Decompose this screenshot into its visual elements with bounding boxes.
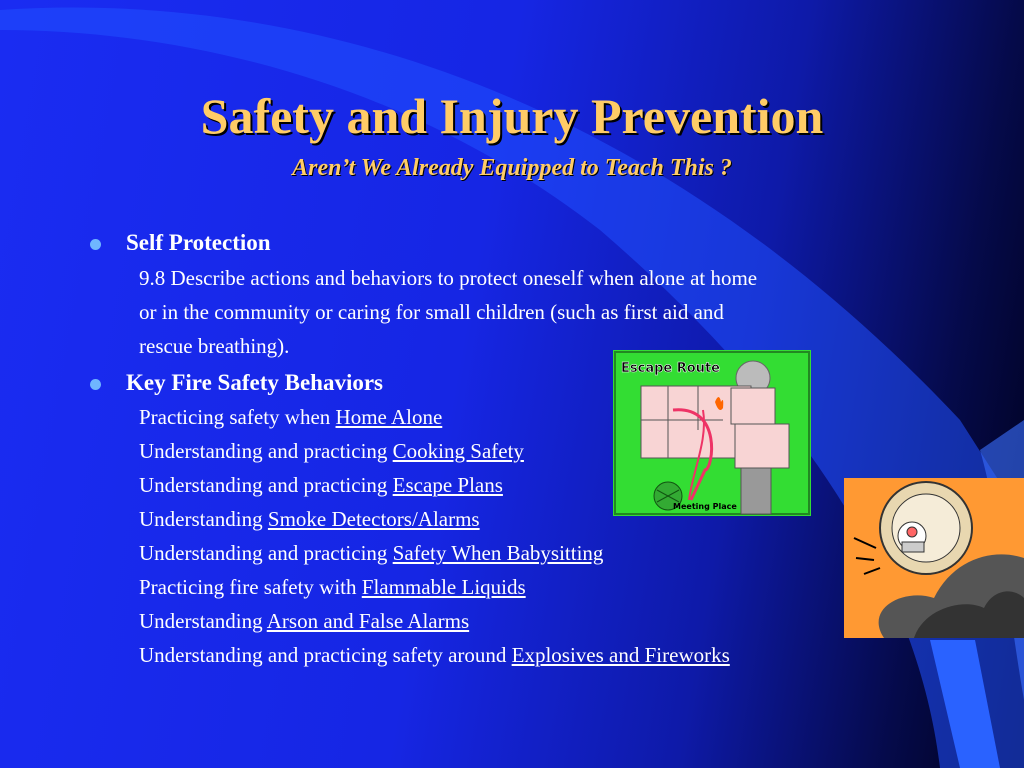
body-line: or in the community or caring for small children (such as first aid and: [139, 300, 724, 324]
item-text: Understanding: [139, 507, 268, 531]
link-babysitting[interactable]: Safety When Babysitting: [392, 541, 604, 565]
link-cooking-safety[interactable]: Cooking Safety: [392, 439, 524, 463]
link-smoke-detectors[interactable]: Smoke Detectors/Alarms: [267, 507, 480, 531]
bullet-dot: [90, 379, 101, 390]
link-flammable-liquids[interactable]: Flammable Liquids: [361, 575, 526, 599]
escape-route-image: [613, 350, 811, 516]
list-item: [139, 507, 480, 531]
slide-title: Safety and Injury Prevention: [200, 88, 824, 144]
bullet-heading: Key Fire Safety Behaviors: [126, 370, 383, 395]
bullet-heading: Self Protection: [126, 230, 271, 255]
body-line: rescue breathing).: [139, 334, 290, 358]
list-item: [139, 473, 503, 497]
list-item: [139, 541, 603, 565]
slide-subtitle: Aren’t We Already Equipped to Teach This ?: [292, 155, 732, 181]
item-text: Practicing safety when: [139, 405, 336, 429]
meeting-place-label: Meeting Place: [673, 502, 737, 511]
item-text: Practicing fire safety with: [139, 575, 362, 599]
link-escape-plans[interactable]: Escape Plans: [392, 473, 503, 497]
item-text: Understanding: [139, 609, 267, 633]
smoke-detector-image: [844, 478, 1024, 638]
list-item: [139, 575, 526, 599]
list-item: [139, 405, 442, 429]
body-line: 9.8 Describe actions and behaviors to protect oneself when alone at home: [139, 266, 758, 290]
list-item: [139, 643, 730, 667]
bullet-dot: [90, 239, 101, 250]
item-text: Understanding and practicing safety around: [139, 643, 512, 667]
item-text: Understanding and practicing: [139, 439, 393, 463]
item-text: Understanding and practicing: [139, 541, 393, 565]
list-item: [139, 609, 469, 633]
link-explosives[interactable]: Explosives and Fireworks: [511, 643, 730, 667]
item-text: Understanding and practicing: [139, 473, 393, 497]
link-arson[interactable]: Arson and False Alarms: [266, 609, 470, 633]
list-item: [139, 439, 524, 463]
link-home-alone[interactable]: Home Alone: [335, 405, 443, 429]
escape-route-label: Escape Route: [621, 361, 720, 376]
